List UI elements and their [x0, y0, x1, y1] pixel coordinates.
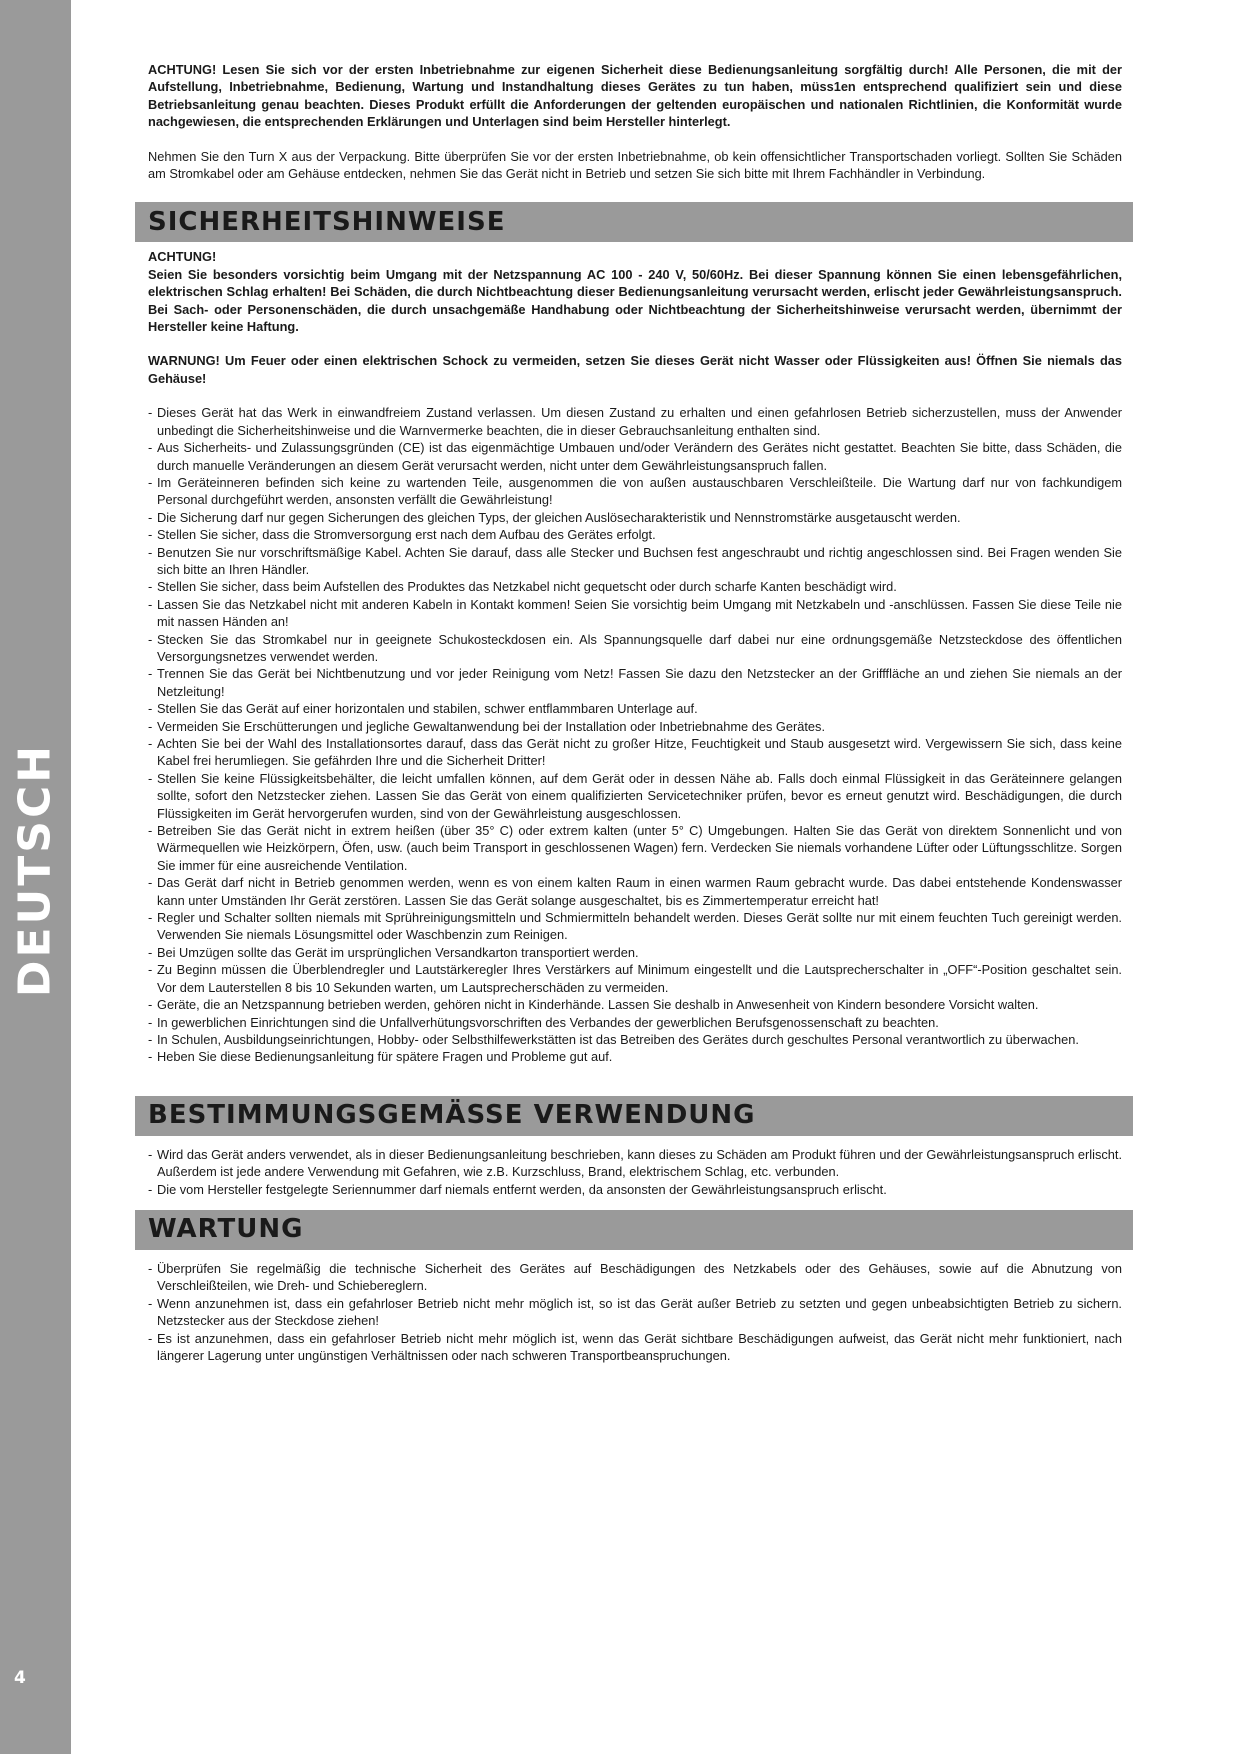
list-item: - Zu Beginn müssen die Überblendregler und Lautstärkeregler Ihres Verstärkers auf Minimum eingestellt und die Lautsprecherschalter in „OFF“-Position geschaltet sein. Vor dem Lauterstellen 8 bis 10 Sekunden warten, um Lautsprecherschäden zu vermeiden.	[148, 961, 1122, 996]
list-item: - Stellen Sie keine Flüssigkeitsbehälter, die leicht umfallen können, auf dem Gerät oder in dessen Nähe ab. Falls doch einmal Flüssigkeit in das Geräteinnere gelangen sollte, sofort den Netzstecker ziehen. Lassen Sie das Gerät von einem qualifizierten Servicetechniker prüfen, bevor es erneut genutzt wird. Beschädigungen, die durch Flüssigkeiten im Gerät hervorgerufen wurden, sind von der Gewährleistung ausgeschlossen.	[148, 770, 1122, 822]
list-item: - Stellen Sie das Gerät auf einer horizontalen und stabilen, schwer entflammbaren Unterlage auf.	[148, 700, 1122, 717]
page-content	[148, 61, 1122, 1364]
language-label: DEUTSCH	[9, 742, 61, 998]
intro-unpack: Nehmen Sie den Turn X aus der Verpackung. Bitte überprüfen Sie vor der ersten Inbetriebnahme, ob kein offensichtlicher Transportschaden vorliegt. Sollten Sie Schäden am Stromkabel oder am Gehäuse entdecken, nehmen Sie das Gerät nicht in Betrieb und setzen Sie sich bitte mit Ihrem Fachhändler in Verbindung.	[148, 148, 1122, 182]
list-item: - Die vom Hersteller festgelegte Seriennummer darf niemals entfernt werden, da ansonsten der Gewährleistungsanspruch erlischt.	[148, 1181, 1122, 1198]
list-item: - Heben Sie diese Bedienungsanleitung für spätere Fragen und Probleme gut auf.	[148, 1048, 1122, 1065]
list-item: - Geräte, die an Netzspannung betrieben werden, gehören nicht in Kinderhände. Lassen Sie deshalb in Anwesenheit von Kindern besondere Vorsicht walten.	[148, 996, 1122, 1013]
list-item: - Aus Sicherheits- und Zulassungsgründen (CE) ist das eigenmächtige Umbauen und/oder Verändern des Gerätes nicht gestattet. Beachten Sie bitte, dass Schäden, die durch manuelle Veränderungen an diesem Gerät verursacht werden, nicht unter dem Gewährleistungsanspruch fallen.	[148, 439, 1122, 474]
list-item: - Es ist anzunehmen, dass ein gefahrloser Betrieb nicht mehr möglich ist, wenn das Gerät sichtbare Beschädigungen aufweist, das Gerät nicht mehr funktioniert, nach längerer Lagerung unter ungünstigen Verhältnissen oder nach schweren Transportbeanspruchungen.	[148, 1330, 1122, 1365]
list-item: - Im Geräteinneren befinden sich keine zu wartenden Teile, ausgenommen die von außen austauschbaren Verschleißteile. Die Wartung darf nur von fachkundigem Personal durchgeführt werden, ansonsten verfällt die Gewährleistung!	[148, 474, 1122, 509]
language-sidebar	[0, 0, 71, 1754]
list-item: - In gewerblichen Einrichtungen sind die Unfallverhütungsvorschriften des Verbandes der gewerblichen Berufsgenossenschaft zu beachten.	[148, 1014, 1122, 1031]
usage-list	[148, 1146, 1122, 1198]
safety-heading-bar	[135, 202, 1133, 242]
list-item: - Überprüfen Sie regelmäßig die technische Sicherheit des Gerätes auf Beschädigungen des Netzkabels oder des Gehäuses, sowie auf die Abnutzung von Verschleißteilen, wie Dreh- und Schiebereglern.	[148, 1260, 1122, 1295]
list-item: - Das Gerät darf nicht in Betrieb genommen werden, wenn es von einem kalten Raum in einen warmen Raum gebracht wurde. Das dabei entstehende Kondenswasser kann unter Umständen Ihr Gerät zerstören. Lassen Sie das Gerät solange ausgeschaltet, bis es Zimmertemperatur erreicht hat!	[148, 874, 1122, 909]
intro-warning: ACHTUNG! Lesen Sie sich vor der ersten Inbetriebnahme zur eigenen Sicherheit diese Bedienungsanleitung sorgfältig durch! Alle Personen, die mit der Aufstellung, Inbetriebnahme, Bedienung, Wartung und Instandhaltung dieses Gerätes zu tun haben, müss1en entsprechend qualifiziert sein und diese Betriebsanleitung genau beachten. Dieses Produkt erfüllt die Anforderungen der geltenden europäischen und nationalen Richtlinien, die Konformität wurde nachgewiesen, die entsprechenden Erklärungen und Unterlagen sind beim Hersteller hinterlegt.	[148, 62, 1122, 130]
page-number: 4	[14, 1668, 26, 1688]
safety-list	[148, 404, 1122, 1065]
list-item: - Wenn anzunehmen ist, dass ein gefahrloser Betrieb nicht mehr möglich ist, so ist das Gerät außer Betrieb zu setzten und gegen unbeabsichtigten Betrieb zu sichern. Netzstecker aus der Steckdose ziehen!	[148, 1295, 1122, 1330]
list-item: - Bei Umzügen sollte das Gerät im ursprünglichen Versandkarton transportiert werden.	[148, 944, 1122, 961]
list-item: - In Schulen, Ausbildungseinrichtungen, Hobby- oder Selbsthilfewerkstätten ist das Betreiben des Gerätes durch geschultes Personal verantwortlich zu überwachen.	[148, 1031, 1122, 1048]
list-item: - Benutzen Sie nur vorschriftsmäßige Kabel. Achten Sie darauf, dass alle Stecker und Buchsen fest angeschraubt und richtig angeschlossen sind. Bei Fragen wenden Sie sich bitte an Ihren Händler.	[148, 544, 1122, 579]
list-item: - Lassen Sie das Netzkabel nicht mit anderen Kabeln in Kontakt kommen! Seien Sie vorsichtig beim Umgang mit Netzkabeln und -anschlüssen. Fassen Sie diese Teile nie mit nassen Händen an!	[148, 596, 1122, 631]
usage-heading-bar	[135, 1096, 1133, 1136]
maintenance-list	[148, 1260, 1122, 1364]
list-item: - Achten Sie bei der Wahl des Installationsortes darauf, dass das Gerät nicht zu großer Hitze, Feuchtigkeit und Staub ausgesetzt wird. Vergewissern Sie sich, dass keine Kabel frei herumliegen. Sie gefährden Ihre und die Sicherheit Dritter!	[148, 735, 1122, 770]
safety-warnung: WARNUNG! Um Feuer oder einen elektrischen Schock zu vermeiden, setzen Sie dieses Gerät nicht Wasser oder Flüssigkeiten aus! Öffnen Sie niemals das Gehäuse!	[148, 353, 1122, 386]
list-item: - Stellen Sie sicher, dass beim Aufstellen des Produktes das Netzkabel nicht gequetscht oder durch scharfe Kanten beschädigt wird.	[148, 578, 1122, 595]
list-item: - Wird das Gerät anders verwendet, als in dieser Bedienungsanleitung beschrieben, kann dieses zu Schäden am Produkt führen und der Gewährleistungsanspruch erlischt. Außerdem ist jede andere Verwendung mit Gefahren, wie z.B. Kurzschluss, Brand, elektrischem Schlag, etc. verbunden.	[148, 1146, 1122, 1181]
list-item: - Regler und Schalter sollten niemals mit Sprühreinigungsmitteln und Schmiermitteln behandelt werden. Dieses Gerät sollte nur mit einem feuchten Tuch gereinigt werden. Verwenden Sie niemals Lösungsmittel oder Waschbenzin zum Reinigen.	[148, 909, 1122, 944]
list-item: - Die Sicherung darf nur gegen Sicherungen des gleichen Typs, der gleichen Auslösecharakteristik und Nennstromstärke ausgetauscht werden.	[148, 509, 1122, 526]
maintenance-heading: WARTUNG	[148, 1214, 304, 1245]
list-item: - Betreiben Sie das Gerät nicht in extrem heißen (über 35° C) oder extrem kalten (unter 5° C) Umgebungen. Halten Sie das Gerät von direktem Sonnenlicht und von Wärmequellen wie Heizkörpern, Öfen, usw. (auch beim Transport in geschlossenen Wagen) fern. Verdecken Sie niemals vorhandene Lüfter oder Lüftungsschlitze. Sorgen Sie immer für eine ausreichende Ventilation.	[148, 822, 1122, 874]
list-item: - Stecken Sie das Stromkabel nur in geeignete Schukosteckdosen ein. Als Spannungsquelle darf dabei nur eine ordnungsgemäße Netzsteckdose des öffentlichen Versorgungsnetzes verwendet werden.	[148, 631, 1122, 666]
safety-achtung-label: ACHTUNG!	[148, 249, 217, 265]
safety-heading: SICHERHEITSHINWEISE	[148, 206, 506, 237]
safety-achtung-text: Seien Sie besonders vorsichtig beim Umgang mit der Netzspannung AC 100 - 240 V, 50/60Hz. Bei dieser Spannung können Sie einen lebensgefährlichen, elektrischen Schlag erhalten! Bei Schäden, die durch Nichtbeachtung dieser Bedienungsanleitung verursacht werden, erlischt jeder Gewährleistungsanspruch. Bei Sach- oder Personenschäden, die durch unsachgemäße Handhabung oder Nichtbeachtung der Sicherheitshinweise verursacht werden, übernimmt der Hersteller keine Haftung.	[148, 266, 1122, 335]
list-item: - Trennen Sie das Gerät bei Nichtbenutzung und vor jeder Reinigung vom Netz! Fassen Sie dazu den Netzstecker an der Grifffläche an und ziehen Sie niemals an der Netzleitung!	[148, 665, 1122, 700]
maintenance-heading-bar	[135, 1210, 1133, 1250]
list-item: - Vermeiden Sie Erschütterungen und jegliche Gewaltanwendung bei der Installation oder Inbetriebnahme des Gerätes.	[148, 718, 1122, 735]
list-item: - Dieses Gerät hat das Werk in einwandfreiem Zustand verlassen. Um diesen Zustand zu erhalten und einen gefahrlosen Betrieb sicherzustellen, muss der Anwender unbedingt die Sicherheitshinweise und die Warnvermerke beachten, die in dieser Gebrauchsanleitung enthalten sind.	[148, 404, 1122, 439]
list-item: - Stellen Sie sicher, dass die Stromversorgung erst nach dem Aufbau des Gerätes erfolgt.	[148, 526, 1122, 543]
usage-heading: BESTIMMUNGSGEMÄSSE VERWENDUNG	[148, 1100, 756, 1131]
